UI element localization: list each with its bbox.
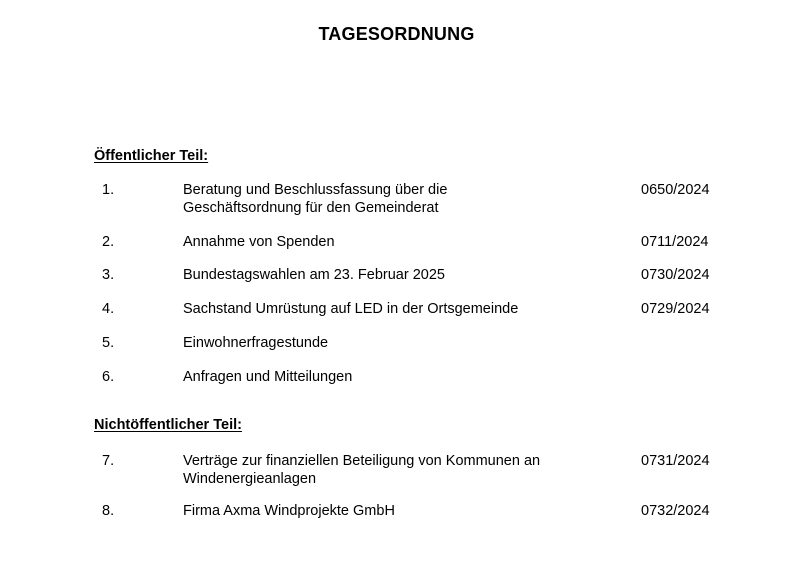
section-heading-public: Öffentlicher Teil:	[94, 148, 209, 164]
item-title-line: Annahme von Spenden	[183, 234, 335, 250]
item-title	[183, 181, 603, 217]
item-number: 1.	[102, 182, 115, 198]
item-reference: 0731/2024	[641, 453, 710, 469]
item-title	[183, 266, 603, 284]
item-reference: 0650/2024	[641, 182, 710, 198]
item-title	[183, 334, 603, 352]
item-title-line: Verträge zur finanziellen Beteiligung von Kommunen an	[183, 453, 541, 469]
item-title	[183, 233, 603, 251]
item-title-line: Firma Axma Windprojekte GmbH	[183, 503, 395, 519]
item-title	[183, 502, 603, 520]
item-title-line: Windenergieanlagen	[183, 471, 317, 487]
item-title	[183, 300, 603, 318]
item-title-line: Sachstand Umrüstung auf LED in der Ortsgemeinde	[183, 301, 519, 317]
item-number: 7.	[102, 453, 115, 469]
item-reference: 0732/2024	[641, 503, 710, 519]
item-number: 5.	[102, 335, 115, 351]
item-title-line: Einwohnerfragestunde	[183, 335, 329, 351]
item-number: 8.	[102, 503, 115, 519]
item-reference: 0711/2024	[641, 234, 709, 250]
item-number: 3.	[102, 267, 115, 283]
item-title-line: Bundestagswahlen am 23. Februar 2025	[183, 267, 445, 283]
item-reference: 0730/2024	[641, 267, 710, 283]
item-reference: 0729/2024	[641, 301, 710, 317]
item-number: 2.	[102, 234, 115, 250]
item-title-line: Anfragen und Mitteilungen	[183, 369, 353, 385]
item-title	[183, 368, 603, 386]
item-number: 6.	[102, 369, 115, 385]
section-heading-non-public: Nichtöffentlicher Teil:	[94, 417, 242, 433]
item-number: 4.	[102, 301, 115, 317]
document-title: TAGESORDNUNG	[318, 24, 475, 44]
item-title-line: Beratung und Beschlussfassung über die	[183, 182, 448, 198]
item-title-line: Geschäftsordnung für den Gemeinderat	[183, 200, 439, 216]
item-title	[183, 452, 603, 488]
